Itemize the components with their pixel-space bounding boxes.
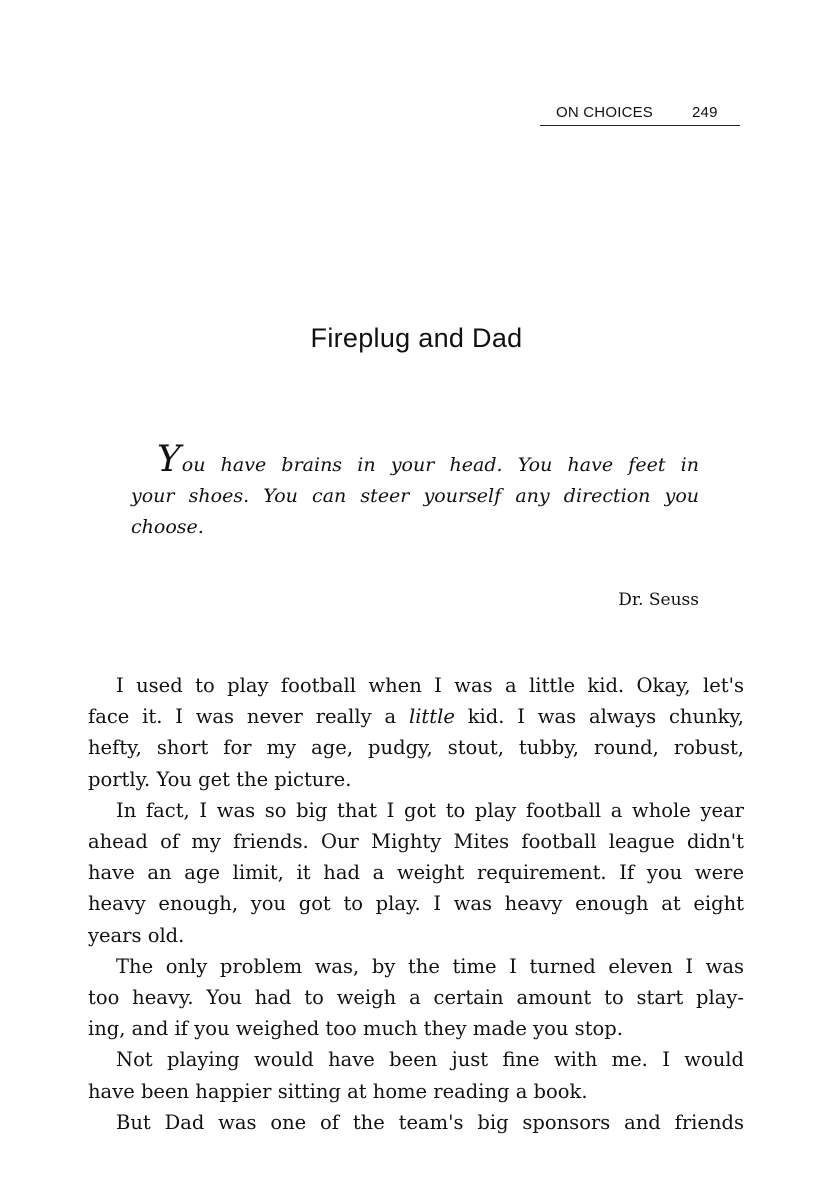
epigraph-line xyxy=(131,439,699,481)
body-line: The only problem was, by the time I turned eleven I was xyxy=(116,954,744,978)
body-line: hefty, short for my age, pudgy, stout, tubby, round, robust, xyxy=(88,736,744,760)
chapter-title: Fireplug and Dad xyxy=(310,323,523,353)
body-line: But Dad was one of the team's big sponsors and friends xyxy=(116,1110,744,1134)
epigraph-line: choose. xyxy=(131,516,204,538)
body-line xyxy=(88,701,744,732)
body-line: I used to play football when I was a little kid. Okay, let's xyxy=(116,674,744,697)
epigraph-text: ou have brains in your head. You have feet in xyxy=(181,454,699,476)
body-text-span: kid. I was always chunky, xyxy=(467,705,745,729)
page-number: 249 xyxy=(692,104,718,121)
body-line: ahead of my friends. Our Mighty Mites football league didn't xyxy=(88,830,744,854)
body-line: too heavy. You had to weigh a certain amount to start play- xyxy=(88,986,744,1010)
running-head xyxy=(540,103,740,126)
body-line: have an age limit, it had a weight requirement. If you were xyxy=(88,861,744,885)
drop-cap: Y xyxy=(157,439,181,480)
body-line: heavy enough, you got to play. I was heavy enough at eight xyxy=(88,892,744,916)
epigraph-attribution: Dr. Seuss xyxy=(618,590,699,610)
body-line: In fact, I was so big that I got to play football a whole year xyxy=(116,798,744,822)
body-line: ing, and if you weighed too much they made you stop. xyxy=(88,1017,623,1041)
running-head-section: ON CHOICES xyxy=(556,104,654,121)
body-line: years old. xyxy=(88,923,185,947)
body-text-span: face it. I was never really a xyxy=(88,705,397,729)
emphasis-text: little xyxy=(408,705,455,729)
body-line: portly. You get the picture. xyxy=(88,767,352,791)
body-line: Not playing would have been just fine with me. I would xyxy=(116,1048,744,1072)
body-text xyxy=(88,670,744,1138)
body-line: have been happier sitting at home reading a book. xyxy=(88,1079,588,1103)
epigraph-line: your shoes. You can steer yourself any direction you xyxy=(131,485,699,507)
epigraph xyxy=(131,439,699,543)
